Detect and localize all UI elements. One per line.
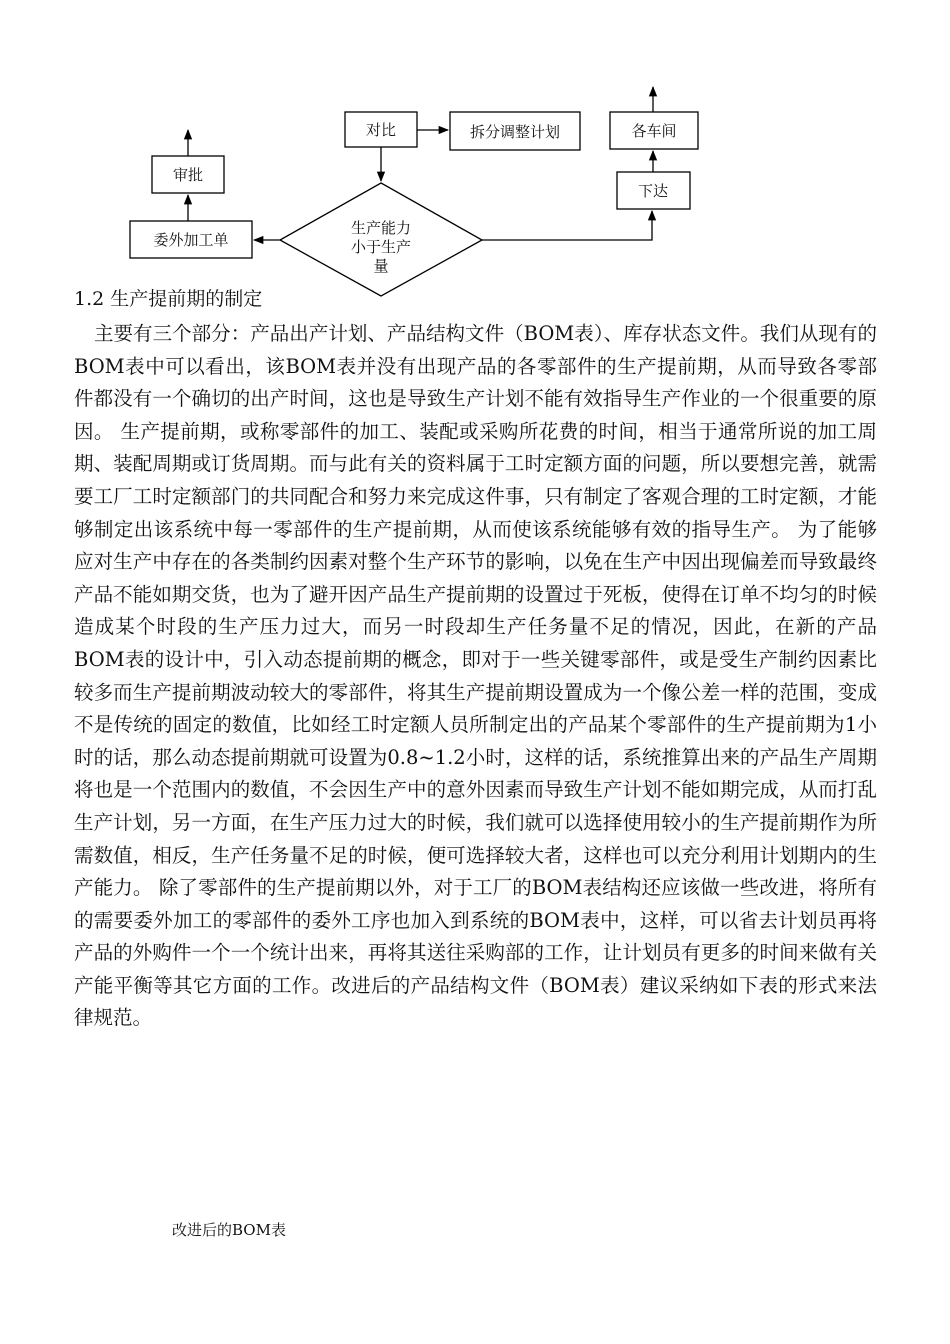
decision-node (280, 183, 482, 296)
outsource-order-node (130, 221, 252, 258)
body-paragraph: 主要有三个部分：产品出产计划、产品结构文件（BOM表）、库存状态文件。我们从现有的BOM表中可以看出，该BOM表并没有出现产品的各零部件的生产提前期，从而导致各零部件都没有一个确切的出产时间，这也是导致生产计划不能有效指导生产作业的一个很重要的原因。 生产提前期，或称零部件的加工、装配或采购所花费的时间，相当于通常所说的加工周期、装配周期或订货周期。而与此有关的资料属于工时定额方面的问题，所以要想完善，就需要工厂工时定额部门的共同配合和努力来完成这件事，只有制定了客观合理的工时定额，才能够制定出该系统中每一零部件的生产提前期，从而使该系统能够有效的指导生产。 为了能够应对生产中存在的各类制约因素对整个生产环节的影响，以免在生产中因出现偏差而导致最终产品不能如期交货，也为了避开因产品生产提前期的设置过于死板，使得在订单不均匀的时候造成某个时段的生产压力过大，而另一时段却生产任务量不足的情况，因此，在新的产品BOM表的设计中，引入动态提前期的概念，即对于一些关键零部件，或是受生产制约因素比较多而生产提前期波动较大的零部件，将其生产提前期设置成为一个像公差一样的范围，变成不是传统的固定的数值，比如经工时定额人员所制定出的产品某个零部件的生产提前期为1小时的话，那么动态提前期就可设置为0.8~1.2小时，这样的话，系统推算出来的产品生产周期将也是一个范围内的数值，不会因生产中的意外因素而导致生产计划不能如期完成，从而打乱生产计划，另一方面，在生产压力过大的时候，我们就可以选择使用较小的生产提前期作为所需数值，相反，生产任务量不足的时候，便可选择较大者，这样也可以充分利用计划期内的生产能力。 除了零部件的生产提前期以外，对于工厂的BOM表结构还应该做一些改进，将所有的需要委外加工的零部件的委外工序也加入到系统的BOM表中，这样，可以省去计划员再将产品的外购件一个一个统计出来，再将其送往采购部的工作，让计划员有更多的时间来做有关产能平衡等其它方面的工作。改进后的产品结构文件（BOM表）建议采纳如下表的形式来法律规范。 (74, 322, 877, 1030)
compare-label: 对比 (365, 121, 397, 139)
workshops-node (610, 112, 698, 149)
split-plan-label: 拆分调整计划 (469, 123, 561, 141)
approve-node (152, 156, 224, 193)
table-caption: 改进后的BOM表 (172, 1221, 286, 1239)
decision-line-1: 生产能力 (350, 219, 412, 237)
section-heading: 1.2 生产提前期的制定 (74, 288, 263, 310)
split-plan-node (450, 112, 580, 150)
outsource-order-label: 委外加工单 (153, 231, 229, 249)
arrow-decision-to-issue (482, 211, 652, 240)
decision-line-3: 量 (373, 257, 389, 275)
workshops-label: 各车间 (631, 122, 677, 140)
approve-label: 审批 (172, 166, 204, 184)
compare-node (345, 112, 417, 147)
issue-label: 下达 (637, 182, 669, 200)
decision-line-2: 小于生产 (350, 238, 412, 256)
issue-node (617, 172, 690, 209)
flowchart-diagram (0, 0, 950, 300)
